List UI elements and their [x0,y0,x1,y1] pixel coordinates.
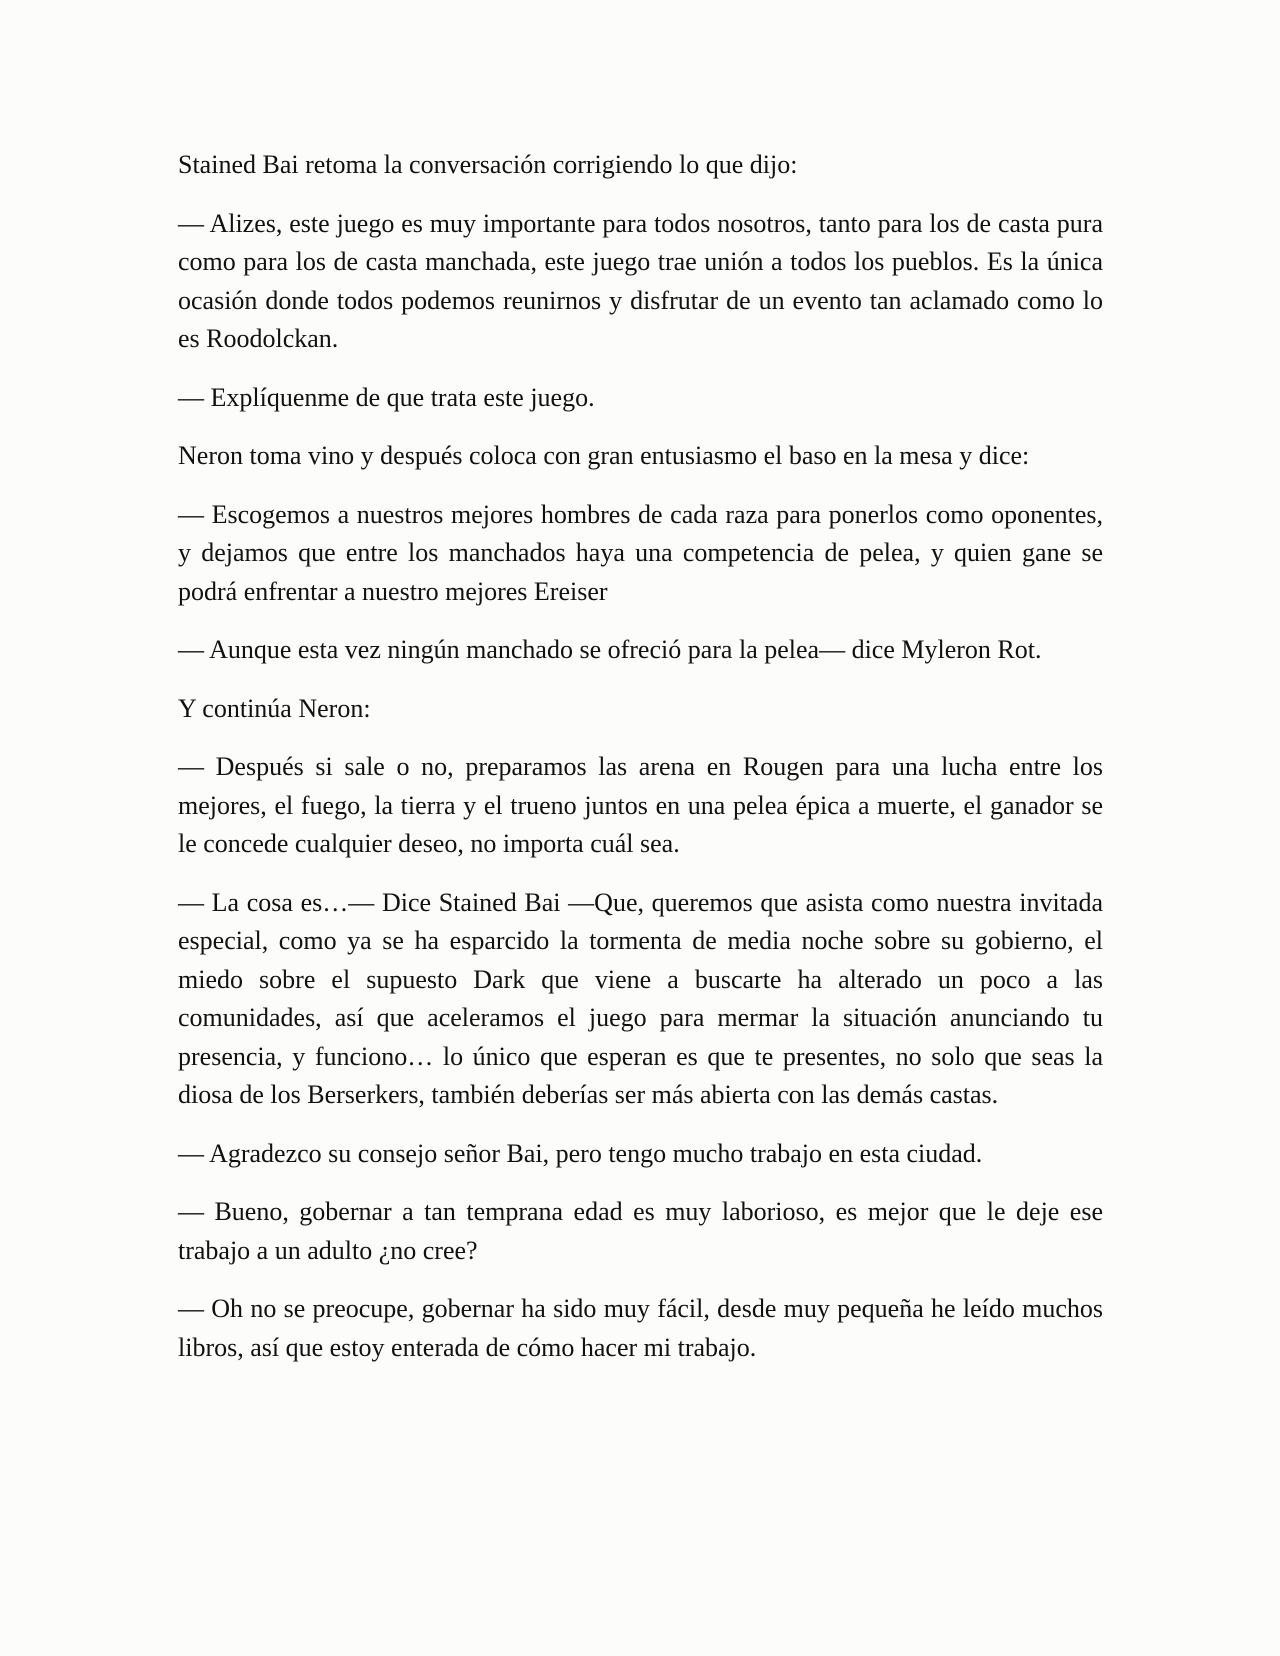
document-page [178,146,1103,1387]
paragraph-dialogue-4: — Aunque esta vez ningún manchado se ofreció para la pelea— dice Myleron Rot. [178,635,1042,664]
paragraph-dialogue-1: — Alizes, este juego es muy importante para todos nosotros, tanto para los de casta pura como para los de casta manchada, este juego trae unión a todos los pueblos. Es la única ocasión donde todos podemos reunirnos y disfrutar de un evento tan aclamado como lo es Roodolckan. [178,208,1103,353]
paragraph-dialogue-7: — Agradezco su consejo señor Bai, pero tengo mucho trabajo en esta ciudad. [178,1138,983,1168]
paragraph-narration-1: Stained Bai retoma la conversación corrigiendo lo que dijo: [178,150,798,179]
paragraph-narration-3: Y continúa Neron: [178,693,371,723]
paragraph-dialogue-8: — Bueno, gobernar a tan temprana edad es muy laborioso, es mejor que le deje ese trabajo a un adulto ¿no cree? [178,1197,1103,1265]
paragraph-dialogue-3: — Escogemos a nuestros mejores hombres de cada raza para ponerlos como oponentes, y dejamos que entre los manchados haya una competencia de pelea, y quien gane se podrá enfrentar a nuestro mejores Ereiser [178,499,1103,606]
paragraph-dialogue-2: — Explíquenme de que trata este juego. [178,382,595,412]
paragraph-dialogue-5: — Después si sale o no, preparamos las arena en Rougen para una lucha entre los mejores, el fuego, la tierra y el trueno juntos en una pelea épica a muerte, el ganador se le concede cualquier deseo, no importa cuál sea. [178,752,1103,858]
paragraph-dialogue-9: — Oh no se preocupe, gobernar ha sido muy fácil, desde muy pequeña he leído muchos libros, así que estoy enterada de cómo hacer mi trabajo. [178,1294,1103,1362]
paragraph-narration-2: Neron toma vino y después coloca con gran entusiasmo el baso en la mesa y dice: [178,441,1030,470]
paragraph-dialogue-6: — La cosa es…— Dice Stained Bai —Que, queremos que asista como nuestra invitada especial, como ya se ha esparcido la tormenta de media noche sobre su gobierno, el miedo sobre el supuesto Dark que viene a buscarte ha alterado un poco a las comunidades, así que aceleramos el juego para mermar la situación anunciando tu presencia, y funciono… lo único que esperan es que te presentes, no solo que seas la diosa de los Berserkers, también deberías ser más abierta con las demás castas. [178,887,1103,1109]
